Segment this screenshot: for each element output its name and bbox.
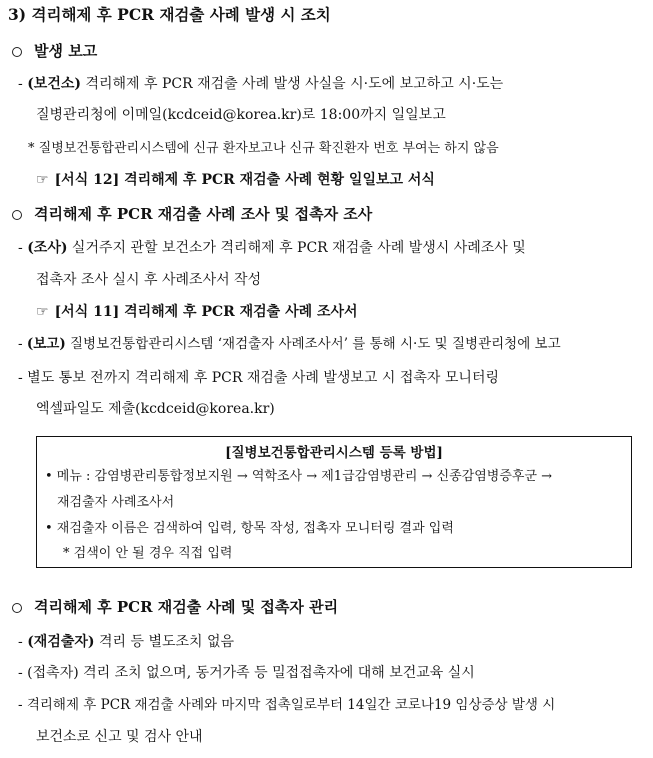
paragraph-excel-submission: - 별도 통보 전까지 격리해제 후 PCR 재검출 사례 발생보고 시 접촉자 모니터링 [18, 370, 499, 386]
section-heading-management [12, 597, 338, 617]
paragraph-investigation-text: 실거주지 관할 보건소가 격리해제 후 PCR 재검출 사례 발생시 사례조사 및 [67, 240, 526, 256]
paragraph-investigation: - (조사) 실거주지 관할 보건소가 격리해제 후 PCR 재검출 사례 발생시 사례조사 및 [18, 240, 526, 256]
section-heading-report [12, 41, 97, 61]
paragraph-contacts: - (접촉자) 격리 조치 없으며, 동거가족 등 밀접접촉자에 대해 보건교육 실시 [18, 665, 475, 681]
paragraph-health-center-report-line2: 질병관리청에 이메일(kcdceid@korea.kr)로 18:00까지 일일보고 [36, 107, 446, 123]
note-no-new-patient-number: * 질병보건통합관리시스템에 신규 환자보고나 신규 확진환자 번호 부여는 하지 않음 [28, 141, 499, 156]
form-reference-11-text: [서식 11] 격리해제 후 PCR 재검출 사례 조사서 [54, 304, 358, 320]
paragraph-health-center-report: - (보건소) 격리해제 후 PCR 재검출 사례 발생 사실을 시·도에 보고하고 시·도는 [18, 76, 504, 92]
paragraph-excel-submission-line2: 엑셀파일도 제출(kcdceid@korea.kr) [36, 401, 275, 417]
label-redetected-case: (재검출자) [27, 634, 95, 650]
paragraph-health-center-report-text: 격리해제 후 PCR 재검출 사례 발생 사실을 시·도에 보고하고 시·도는 [81, 76, 504, 92]
pointing-hand-icon: ☞ [36, 172, 49, 188]
paragraph-redetected-case-text: 격리 등 별도조치 없음 [94, 634, 235, 650]
hollow-circle-icon [12, 210, 22, 220]
menu-path-item-line2: 재검출자 사례조사서 [57, 495, 175, 510]
paragraph-system-report: - (보고) 질병보건통합관리시스템 ‘재검출자 사례조사서’ 를 통해 시·도 및 질병관리청에 보고 [18, 336, 561, 352]
section-heading-management-text: 격리해제 후 PCR 재검출 사례 및 접촉자 관리 [34, 598, 339, 616]
pointing-hand-icon: ☞ [36, 304, 49, 320]
paragraph-system-report-text: 질병보건통합관리시스템 ‘재검출자 사례조사서’ 를 통해 시·도 및 질병관리청에 보고 [65, 336, 561, 352]
form-reference-12 [36, 170, 435, 190]
paragraph-investigation-line2: 접촉자 조사 실시 후 사례조사서 작성 [36, 272, 262, 288]
registration-method-title: [질병보건통합관리시스템 등록 방법] [225, 445, 443, 461]
hollow-circle-icon [12, 47, 22, 57]
section-heading-investigation-text: 격리해제 후 PCR 재검출 사례 조사 및 접촉자 조사 [34, 205, 373, 223]
paragraph-symptom-reporting: - 격리해제 후 PCR 재검출 사례와 마지막 접촉일로부터 14일간 코로나19 임상증상 발생 시 [18, 697, 556, 713]
menu-path-item: • 메뉴 : 감염병관리통합정보지원 → 역학조사 → 제1급감염병관리 → 신종감염병증후군 → [45, 469, 553, 484]
label-health-center: (보건소) [27, 76, 82, 92]
paragraph-symptom-reporting-line2: 보건소로 신고 및 검사 안내 [36, 729, 203, 745]
search-input-note: * 검색이 안 될 경우 직접 입력 [63, 546, 233, 561]
form-reference-11 [36, 302, 358, 322]
section-heading-investigation [12, 204, 372, 224]
section-heading-report-text: 발생 보고 [34, 42, 98, 60]
label-investigation: (조사) [27, 240, 68, 256]
paragraph-redetected-case: - (재검출자) 격리 등 별도조치 없음 [18, 634, 235, 650]
page-title: 3) 격리해제 후 PCR 재검출 사례 발생 시 조치 [8, 5, 331, 24]
label-report: (보고) [26, 336, 66, 352]
hollow-circle-icon [12, 603, 22, 613]
form-reference-12-text: [서식 12] 격리해제 후 PCR 재검출 사례 현황 일일보고 서식 [54, 172, 435, 188]
search-input-item: • 재검출자 이름은 검색하여 입력, 항목 작성, 접촉자 모니터링 결과 입력 [45, 521, 454, 536]
registration-method-box [36, 436, 632, 568]
